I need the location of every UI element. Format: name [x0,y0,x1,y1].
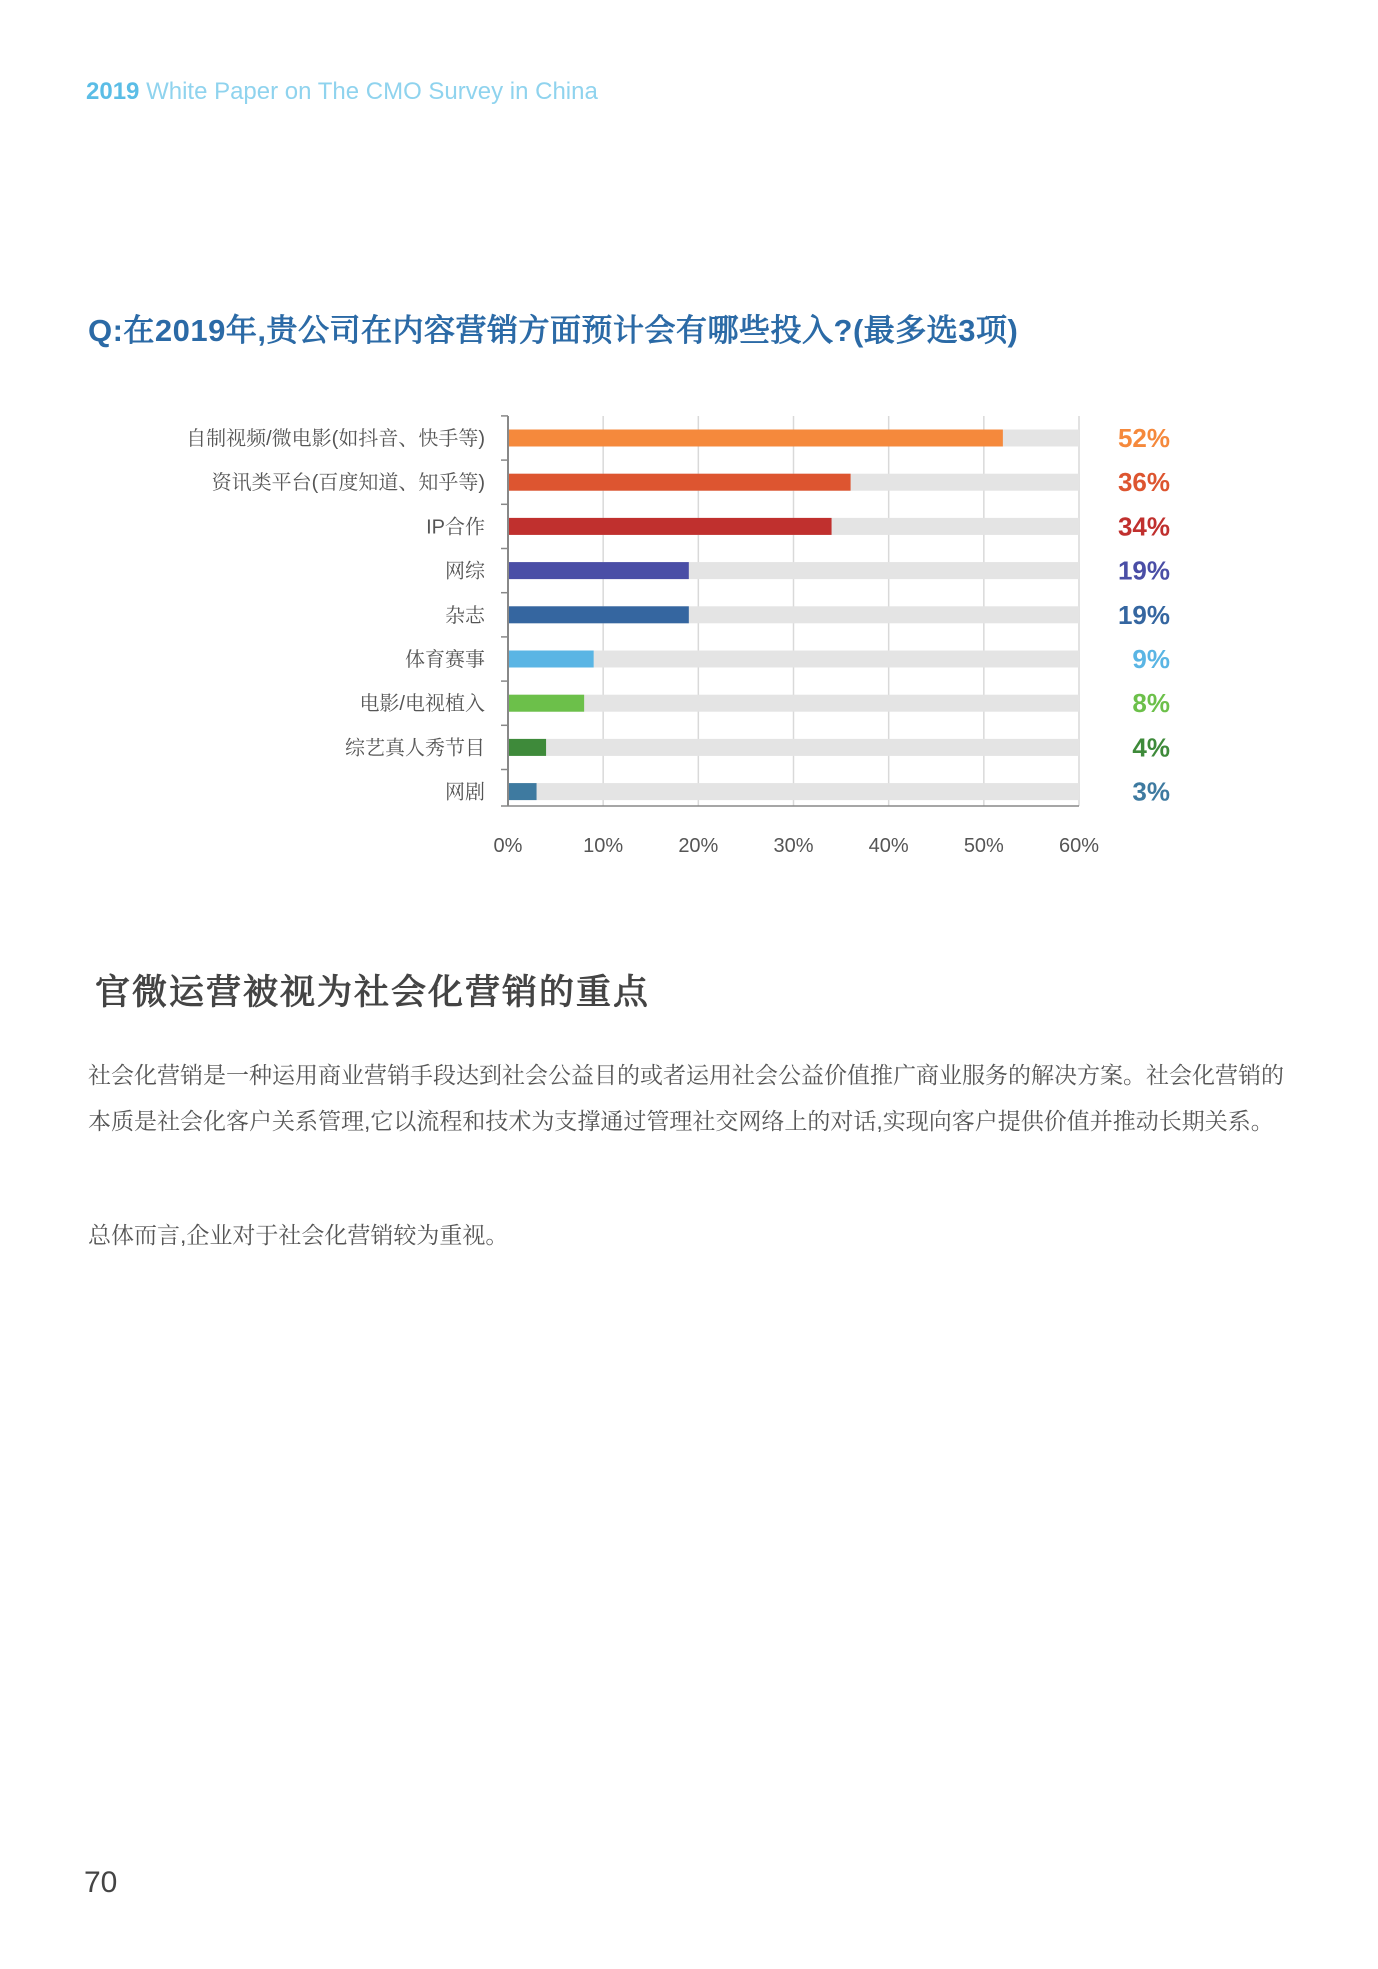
category-label: 网综 [445,560,485,583]
x-tick-label: 60% [1058,835,1100,857]
bar-chart [0,0,1378,900]
value-label: 34% [1117,511,1170,542]
paragraph-1: 社会化营销是一种运用商业营销手段达到社会公益目的或者运用社会公益价值推广商业服务的解决方案。社会化营销的本质是社会化客户关系管理,它以流程和技术为支撑通过管理社交网络上的对话,实现向客户提供价值并推动长期关系。 [88,1062,1284,1134]
bar [508,651,594,668]
section-title: 官微运营被视为社会化营销的重点 [95,973,651,1012]
bar [508,695,584,712]
header-title: White Paper on The CMO Survey in China [146,78,598,105]
value-label: 19% [1117,555,1170,586]
paragraph-2: 总体而言,企业对于社会化营销较为重视。 [88,1222,509,1248]
category-label: 电影/电视植入 [359,693,485,716]
category-label: 自制视频/微电影(如抖音、快手等) [186,428,485,450]
value-label: 52% [1117,423,1170,453]
bar-background [508,695,1079,712]
x-tick-label: 50% [963,835,1004,857]
value-label: 9% [1132,644,1170,674]
value-label: 8% [1132,688,1170,719]
x-tick-label: 40% [868,835,909,857]
page-number: 70 [84,1866,118,1899]
category-label: 综艺真人秀节目 [345,737,485,760]
category-label: 资讯类平台(百度知道、知乎等) [211,472,485,495]
x-tick-label: 20% [678,835,719,857]
chart-question-title: Q:在2019年,贵公司在内容营销方面预计会有哪些投入?(最多选3项) [88,313,1019,348]
category-label: 网剧 [445,781,485,804]
x-tick-label: 10% [583,835,624,857]
value-label: 3% [1132,776,1170,807]
category-label: 体育赛事 [405,649,485,671]
bar [508,518,832,535]
bar-background [508,783,1079,800]
header-year: 2019 [86,78,140,105]
bar [508,562,689,579]
x-tick-label: 30% [773,835,814,857]
bar [508,474,851,491]
category-label: 杂志 [445,604,485,627]
x-tick-label: 0% [493,835,523,857]
bar [508,430,1003,447]
value-label: 4% [1132,732,1170,763]
bar [508,783,537,800]
bar [508,606,689,623]
category-label: IP合作 [426,516,485,539]
value-label: 36% [1117,467,1170,498]
value-label: 19% [1117,599,1170,630]
bar [508,739,546,756]
bar-background [508,739,1079,756]
